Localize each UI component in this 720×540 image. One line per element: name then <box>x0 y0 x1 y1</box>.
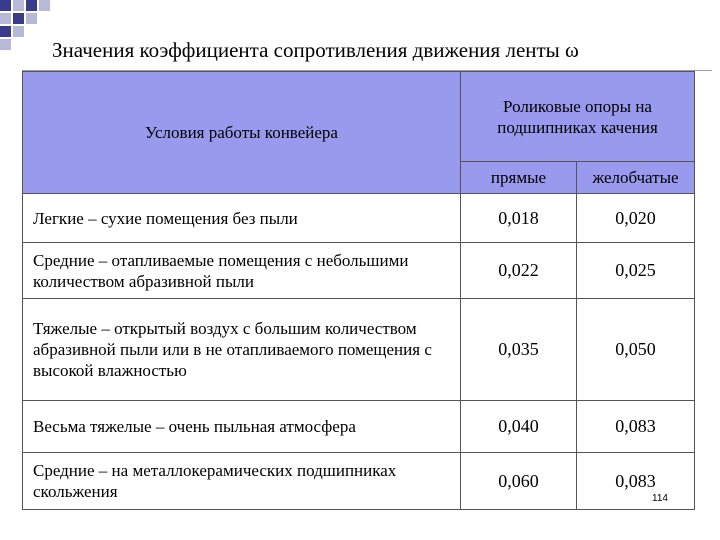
header-straight: прямые <box>461 162 577 194</box>
value-trough: 0,020 <box>577 194 695 243</box>
condition-cell: Средние – на металлокерамических подшипниках скольжения <box>23 453 461 510</box>
value-trough: 0,083 <box>577 401 695 453</box>
page-number: 114 <box>652 493 668 504</box>
value-trough: 0,050 <box>577 299 695 401</box>
value-straight: 0,022 <box>461 243 577 299</box>
resistance-table <box>22 71 695 510</box>
table-row <box>23 453 695 510</box>
value-straight: 0,035 <box>461 299 577 401</box>
header-conditions: Условия работы конвейера <box>23 72 461 194</box>
condition-cell: Средние – отапливаемые помещения с небольшими количеством абразивной пыли <box>23 243 461 299</box>
condition-cell: Тяжелые – открытый воздух с большим количеством абразивной пыли или в не отапливаемого помещения с высокой влажностью <box>23 299 461 401</box>
table-row <box>23 194 695 243</box>
header-supports: Роликовые опоры на подшипниках качения <box>461 72 695 162</box>
value-straight: 0,018 <box>461 194 577 243</box>
value-trough: 0,083 <box>577 453 695 510</box>
table-row <box>23 243 695 299</box>
value-trough: 0,025 <box>577 243 695 299</box>
value-straight: 0,060 <box>461 453 577 510</box>
value-straight: 0,040 <box>461 401 577 453</box>
table-row <box>23 401 695 453</box>
condition-cell: Весьма тяжелые – очень пыльная атмосфера <box>23 401 461 453</box>
table-row <box>23 299 695 401</box>
header-trough: желобчатые <box>577 162 695 194</box>
condition-cell: Легкие – сухие помещения без пыли <box>23 194 461 243</box>
slide-title: Значения коэффициента сопротивления движения ленты ω <box>52 38 579 62</box>
